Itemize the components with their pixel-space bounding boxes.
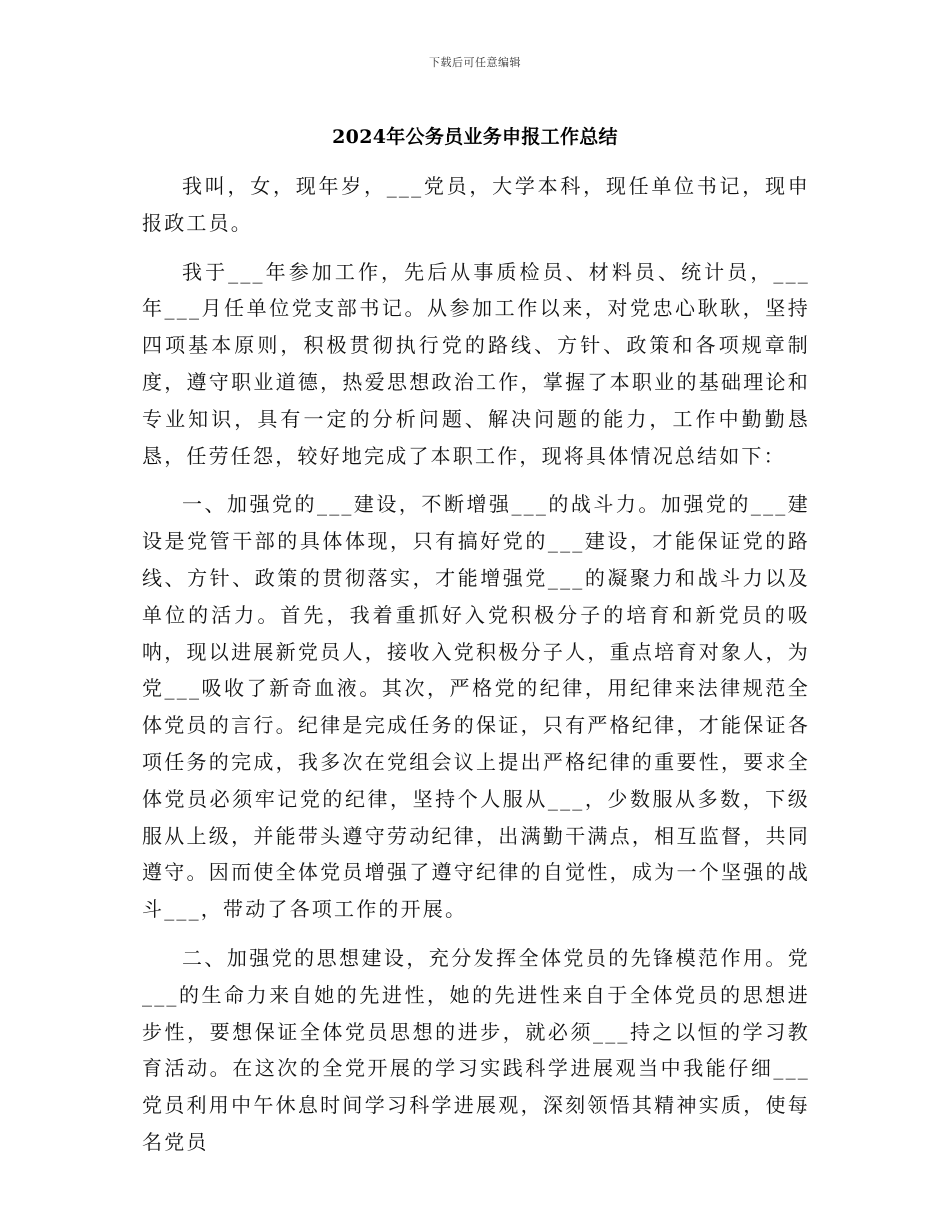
paragraph-section-two: 二、加强党的思想建设，充分发挥全体党员的先锋模范作用。党___的生命力来自她的先进性，她的先进性来自于全体党员的思想进步性，要想保证全体党员思想的进步，就必须___持之以恒的学习教育活动。在这次的全党开展的学习实践科学进展观当中我能仔细___党员利用中午休息时间学习科学进展观，深刻领悟其精神实质，使每名党员 [142,945,810,1154]
document-title: 2024年公务员业务申报工作总结 [332,126,618,148]
paragraph-background: 我于___年参加工作，先后从事质检员、材料员、统计员，___年___月任单位党支部书记。从参加工作以来，对党忠心耿耿，坚持四项基本原则，积极贯彻执行党的路线、方针、政策和各项规章制度，遵守职业道德，热爱思想政治工作，掌握了本职业的基础理论和专业知识，具有一定的分析问题、解决问题的能力，工作中勤勤恳恳，任劳任怨，较好地完成了本职工作，现将具体情况总结如下： [142,259,810,468]
paragraph-section-one: 一、加强党的___建设，不断增强___的战斗力。加强党的___建设是党管干部的具体体现，只有搞好党的___建设，才能保证党的路线、方针、政策的贯彻落实，才能增强党___的凝聚力和战斗力以及单位的活力。首先，我着重抓好入党积极分子的培育和新党员的吸呐，现以进展新党员人，接收入党积极分子人，重点培育对象人，为党___吸收了新奇血液。其次，严格党的纪律，用纪律来法律规范全体党员的言行。纪律是完成任务的保证，只有严格纪律，才能保证各项任务的完成，我多次在党组会议上提出严格纪律的重要性，要求全体党员必须牢记党的纪律，坚持个人服从___，少数服从多数，下级服从上级，并能带头遵守劳动纪律，出满勤干满点，相互监督，共同遵守。因而使全体党员增强了遵守纪律的自觉性，成为一个坚强的战斗___，带动了各项工作的开展。 [142,492,810,922]
document-body [142,168,810,1173]
paragraph-intro: 我叫，女，现年岁，___党员，大学本科，现任单位书记，现申报政工员。 [142,174,810,235]
header-note: 下载后可任意编辑 [429,56,521,69]
